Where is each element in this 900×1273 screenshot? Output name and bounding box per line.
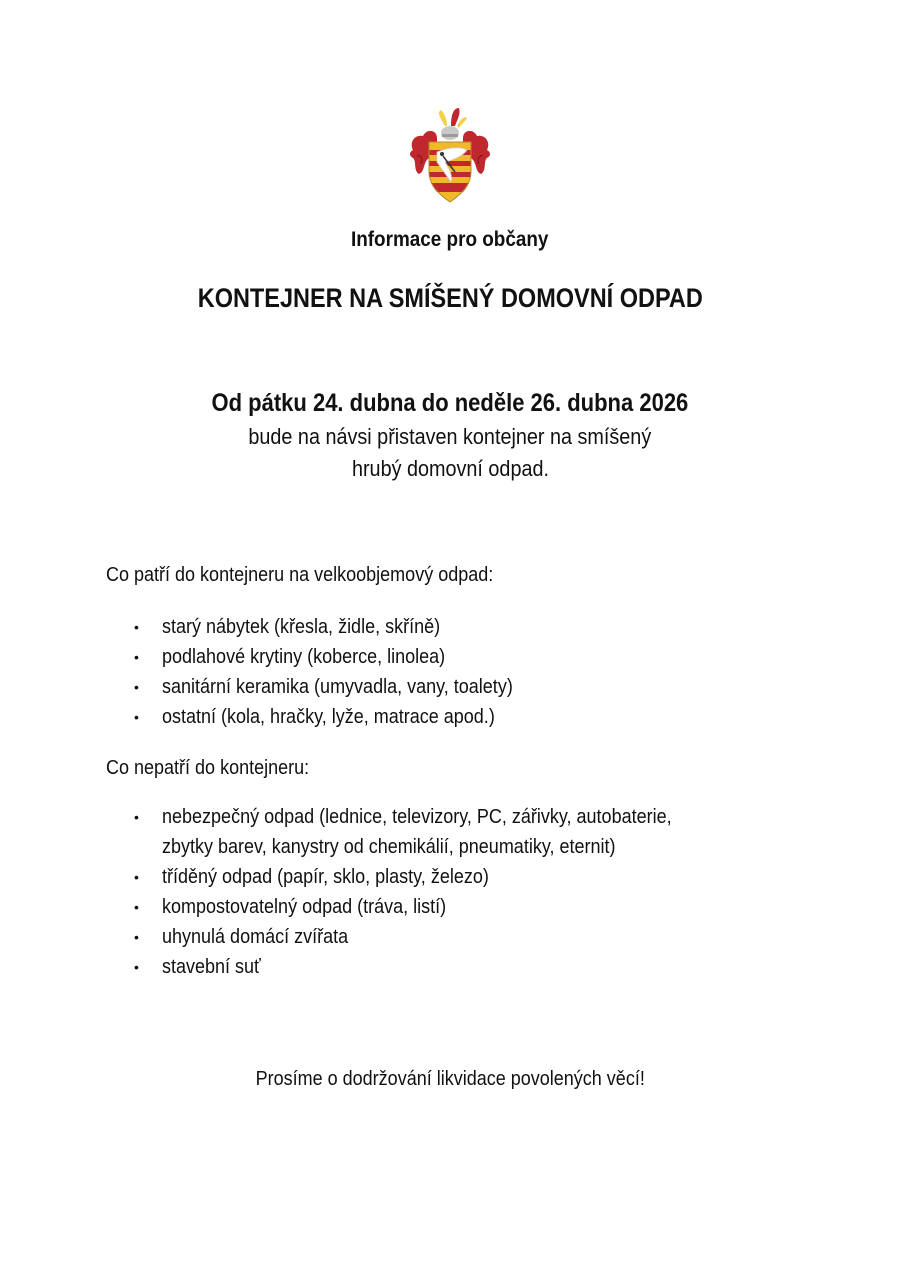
list-item xyxy=(0,862,728,892)
list-item xyxy=(0,672,552,702)
list-item-text: starý nábytek (křesla, židle, skříně) xyxy=(162,616,441,638)
list-item xyxy=(0,922,728,952)
list-item-text: nebezpečný odpad (lednice, televizory, PC, zářivky, autobaterie, xyxy=(162,806,672,828)
list-item-text: tříděný odpad (papír, sklo, plasty, železo) xyxy=(162,866,489,888)
allowed-list xyxy=(0,612,552,732)
date-range-text: Od pátku 24. dubna do neděle 26. dubna 2026 xyxy=(211,389,689,417)
bullet-icon: • xyxy=(134,649,139,665)
list-item-text: kompostovatelný odpad (tráva, listí) xyxy=(162,896,447,918)
announcement-line-2-text: hrubý domovní odpad. xyxy=(351,456,549,481)
date-range xyxy=(0,389,900,418)
closing-note xyxy=(0,1068,900,1091)
announcement-line-2 xyxy=(0,456,900,482)
list-item xyxy=(0,612,552,642)
list-item xyxy=(0,642,552,672)
bullet-icon: • xyxy=(134,899,139,915)
bullet-icon: • xyxy=(134,869,139,885)
bullet-icon: • xyxy=(134,679,139,695)
list-item xyxy=(0,802,728,862)
list-item-text: stavební suť xyxy=(162,956,261,978)
bullet-icon: • xyxy=(134,959,139,975)
page-title-text: KONTEJNER NA SMÍŠENÝ DOMOVNÍ ODPAD xyxy=(197,283,703,313)
list-item xyxy=(0,702,552,732)
closing-note-text: Prosíme o dodržování likvidace povolených věcí! xyxy=(255,1068,645,1090)
allowed-heading: Co patří do kontejneru na velkoobjemový odpad: xyxy=(106,564,494,586)
announcement-line-1-text: bude na návsi přistaven kontejner na smíšený xyxy=(248,424,652,449)
bullet-icon: • xyxy=(134,809,139,825)
bullet-icon: • xyxy=(134,709,139,725)
list-item-text: ostatní (kola, hračky, lyže, matrace apod.) xyxy=(162,706,495,728)
forbidden-heading: Co nepatří do kontejneru: xyxy=(106,757,310,779)
list-item xyxy=(0,892,728,922)
announcement-line-1 xyxy=(0,424,900,450)
subtitle-text: Informace pro občany xyxy=(351,228,549,251)
subtitle xyxy=(0,228,900,252)
coat-of-arms-icon xyxy=(407,106,493,206)
bullet-icon: • xyxy=(134,619,139,635)
forbidden-list xyxy=(0,802,728,982)
list-item xyxy=(0,952,728,982)
bullet-icon: • xyxy=(134,929,139,945)
page-title xyxy=(0,283,900,314)
list-item-text-continued: zbytky barev, kanystry od chemikálií, pneumatiky, eternit) xyxy=(162,836,616,858)
list-item-text: sanitární keramika (umyvadla, vany, toalety) xyxy=(162,676,513,698)
list-item-text: uhynulá domácí zvířata xyxy=(162,926,349,948)
list-item-text: podlahové krytiny (koberce, linolea) xyxy=(162,646,446,668)
